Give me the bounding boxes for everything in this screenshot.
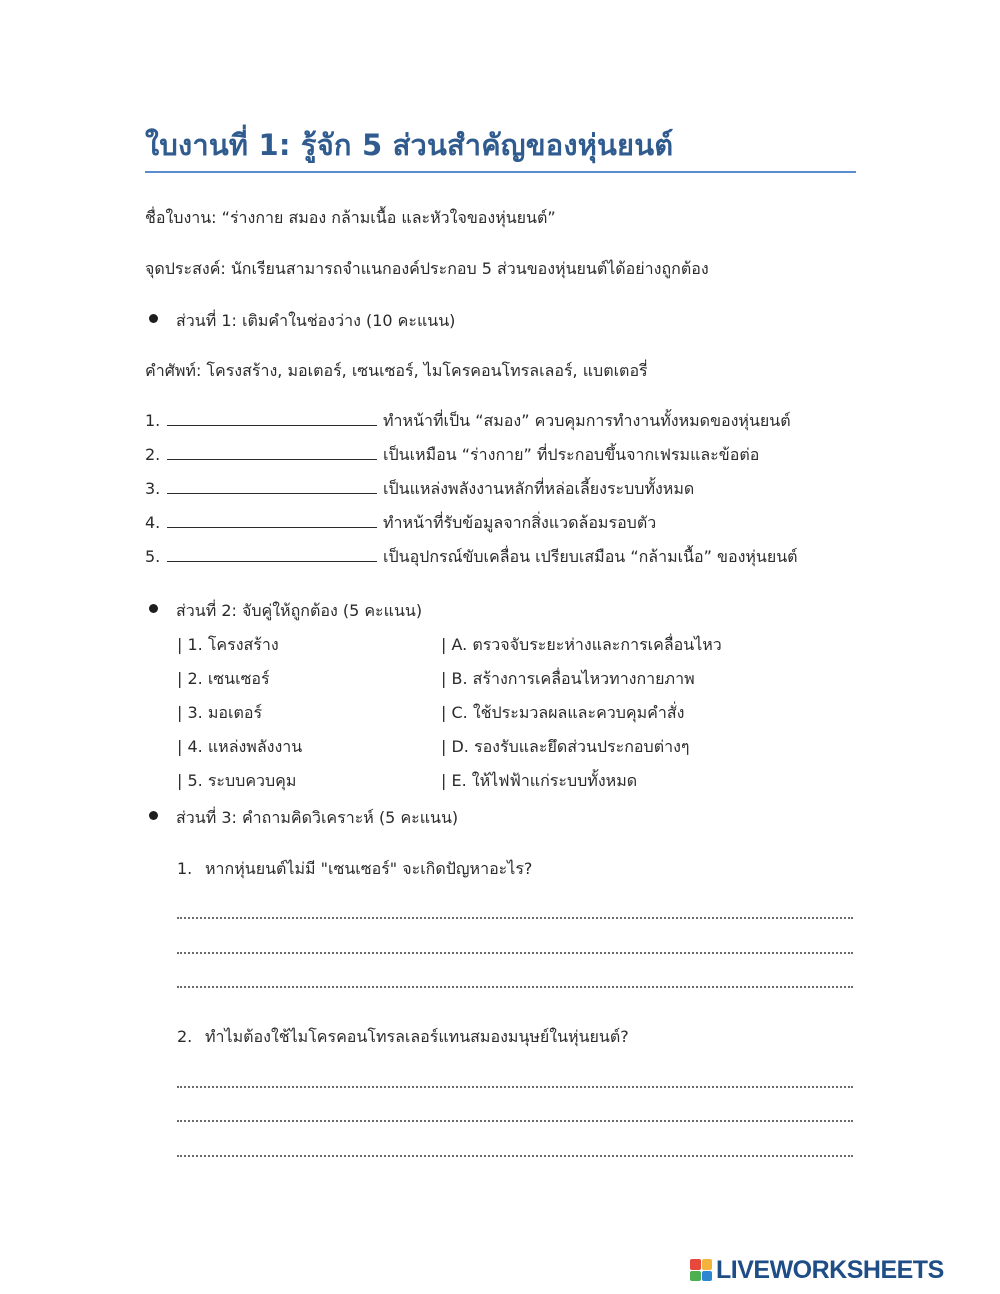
answer-blank[interactable] <box>167 511 377 528</box>
logo-icon <box>690 1259 712 1281</box>
part2-heading: ส่วนที่ 2: จับคู่ให้ถูกต้อง (5 คะแนน) <box>176 601 423 620</box>
item-text: ทำหน้าที่รับข้อมูลจากสิ่งแวดล้อมรอบตัว <box>383 513 657 532</box>
fill-blank-item <box>145 409 791 433</box>
match-right-item[interactable]: | A. ตรวจจับระยะห่างและการเคลื่อนไหว <box>441 635 722 654</box>
item-number: 3. <box>145 479 161 498</box>
match-left-item[interactable]: | 2. เซนเซอร์ <box>177 669 270 688</box>
liveworksheets-logo[interactable] <box>690 1254 990 1286</box>
fill-blank-item <box>145 545 798 569</box>
bullet-icon <box>149 314 158 323</box>
item-number: 2. <box>145 445 161 464</box>
item-number: 1. <box>145 411 161 430</box>
match-right-item[interactable]: | C. ใช้ประมวลผลและควบคุมคำสั่ง <box>441 703 685 722</box>
answer-line[interactable] <box>177 952 853 954</box>
match-right-item[interactable]: | B. สร้างการเคลื่อนไหวทางกายภาพ <box>441 669 695 688</box>
logo-square <box>690 1259 701 1270</box>
fill-blank-item <box>145 477 694 501</box>
item-number: 4. <box>145 513 161 532</box>
worksheet-name: ชื่อใบงาน: “ร่างกาย สมอง กล้ามเนื้อ และหัวใจของหุ่นยนต์” <box>145 208 556 227</box>
match-right-item[interactable]: | E. ให้ไฟฟ้าแก่ระบบทั้งหมด <box>441 771 638 790</box>
answer-line[interactable] <box>177 1120 853 1122</box>
question-number: 2. <box>177 1027 193 1046</box>
answer-blank[interactable] <box>167 409 377 426</box>
vocab-list: คำศัพท์: โครงสร้าง, มอเตอร์, เซนเซอร์, ไมโครคอนโทรลเลอร์, แบตเตอรี่ <box>145 361 648 380</box>
logo-square <box>690 1271 701 1282</box>
logo-square <box>702 1259 713 1270</box>
page-title: ใบงานที่ 1: รู้จัก 5 ส่วนสำคัญของหุ่นยนต์ <box>145 128 674 162</box>
title-divider <box>145 171 856 173</box>
question-text: หากหุ่นยนต์ไม่มี "เซนเซอร์" จะเกิดปัญหาอะไร? <box>205 859 533 878</box>
answer-blank[interactable] <box>167 545 377 562</box>
match-left-item[interactable]: | 3. มอเตอร์ <box>177 703 263 722</box>
match-left-item[interactable]: | 4. แหล่งพลังงาน <box>177 737 303 756</box>
part1-heading: ส่วนที่ 1: เติมคำในช่องว่าง (10 คะแนน) <box>176 311 456 330</box>
question-1 <box>177 857 532 882</box>
bullet-icon <box>149 604 158 613</box>
brand-name: LIVEWORKSHEETS <box>716 1255 944 1284</box>
answer-line[interactable] <box>177 1155 853 1157</box>
objective: จุดประสงค์: นักเรียนสามารถจำแนกองค์ประกอบ 5 ส่วนของหุ่นยนต์ได้อย่างถูกต้อง <box>145 259 709 278</box>
answer-line[interactable] <box>177 1086 853 1088</box>
fill-blank-item <box>145 511 656 535</box>
bullet-icon <box>149 811 158 820</box>
answer-line[interactable] <box>177 986 853 988</box>
fill-blank-item <box>145 443 759 467</box>
item-text: เป็นอุปกรณ์ขับเคลื่อน เปรียบเสมือน “กล้ามเนื้อ” ของหุ่นยนต์ <box>383 547 798 566</box>
answer-blank[interactable] <box>167 443 377 460</box>
question-text: ทำไมต้องใช้ไมโครคอนโทรลเลอร์แทนสมองมนุษย์ในหุ่นยนต์? <box>205 1027 629 1046</box>
item-text: ทำหน้าที่เป็น “สมอง” ควบคุมการทำงานทั้งหมดของหุ่นยนต์ <box>383 411 791 430</box>
part3-heading: ส่วนที่ 3: คำถามคิดวิเคราะห์ (5 คะแนน) <box>176 808 459 827</box>
logo-square <box>702 1271 713 1282</box>
item-text: เป็นแหล่งพลังงานหลักที่หล่อเลี้ยงระบบทั้งหมด <box>383 479 695 498</box>
item-text: เป็นเหมือน “ร่างกาย” ที่ประกอบขึ้นจากเฟรมและข้อต่อ <box>383 445 760 464</box>
question-2 <box>177 1025 629 1050</box>
item-number: 5. <box>145 547 161 566</box>
match-right-item[interactable]: | D. รองรับและยึดส่วนประกอบต่างๆ <box>441 737 690 756</box>
match-left-item[interactable]: | 1. โครงสร้าง <box>177 635 279 654</box>
answer-blank[interactable] <box>167 477 377 494</box>
question-number: 1. <box>177 859 193 878</box>
match-left-item[interactable]: | 5. ระบบควบคุม <box>177 771 297 790</box>
answer-line[interactable] <box>177 917 853 919</box>
